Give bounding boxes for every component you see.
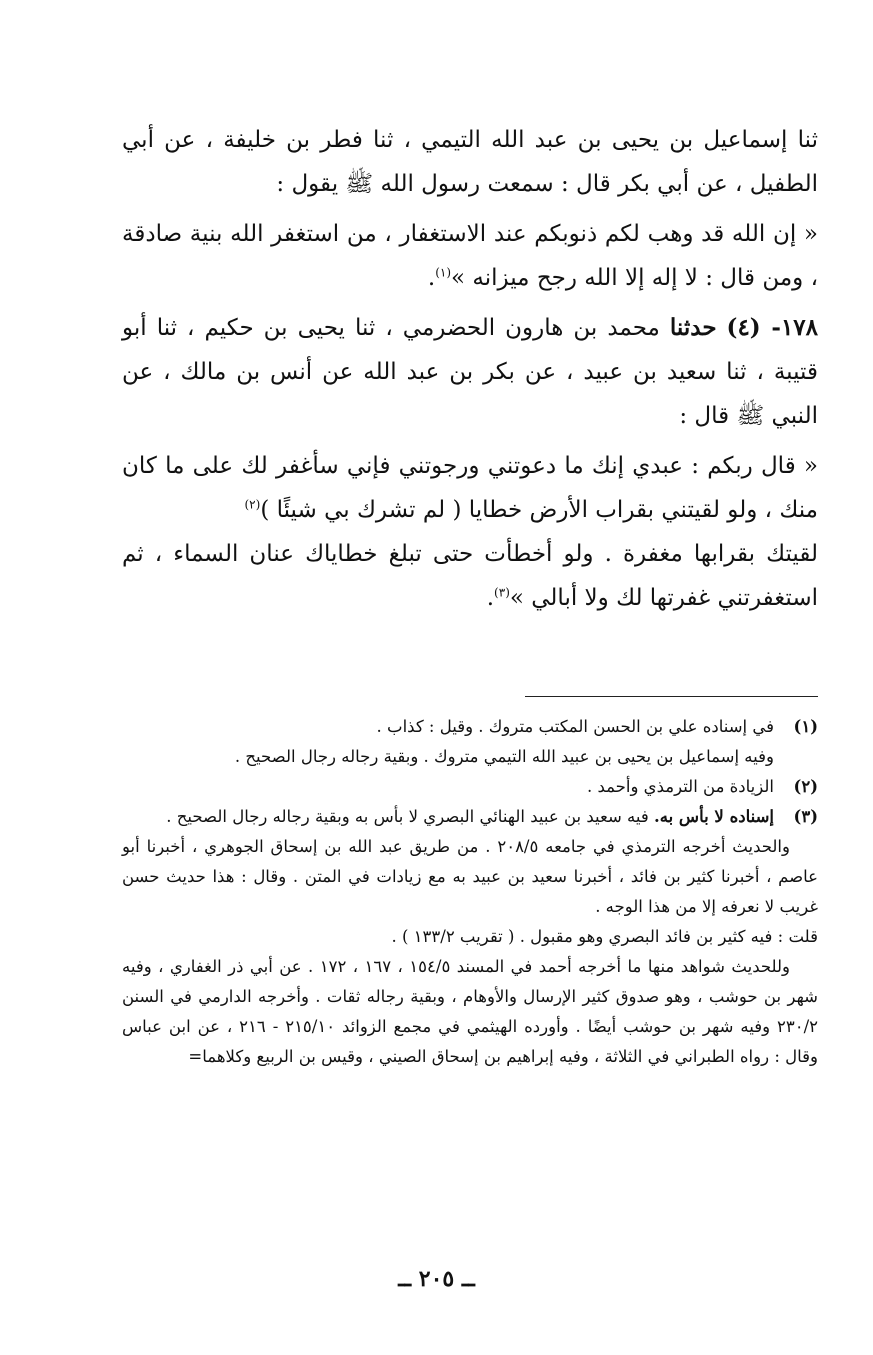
footnote-separator [525, 696, 818, 697]
footnote-2 [122, 772, 818, 802]
paragraph-5: لقيتك بقرابها مغفرة . ولو أخطأت حتى تبلغ خطاياك عنان السماء ، ثم استغفرتني غفرتها لك ولا أبالي »$^{(٣)}$. [122, 541, 818, 611]
hadith-opening: حدثنا [669, 314, 717, 341]
footnote-3-paragraph-1: والحديث أخرجه الترمذي في جامعه ٢٠٨/٥ . من طريق عبد الله بن إسحاق الجوهري ، أخبرنا أبو عاصم ، أخبرنا كثير بن فائد ، أخبرنا سعيد بن عبيد به مع زيادات في المتن . وقال : هذا حديث حسن غريب لا نعرفه إلا من هذا الوجه . [122, 837, 818, 916]
footnote-ref-3[interactable]: (٣) [494, 585, 510, 600]
footnote-3-paragraph-2: قلت : فيه كثير بن فائد البصري وهو مقبول . ( تقريب ١٣٣/٢ ) . [391, 927, 818, 946]
footnote-1-number: (١) [793, 717, 818, 736]
footnote-3-text: فيه سعيد بن عبيد الهنائي البصري لا بأس به وبقية رجاله رجال الصحيح . [166, 807, 649, 826]
footnotes [122, 712, 818, 1072]
paragraph-2-text: « إن الله قد وهب لكم ذنوبكم عند الاستغفار ، من استغفر الله بنية صادقة ، ومن قال : لا إله إلا الله رجح ميزانه » [122, 221, 818, 291]
footnote-3-paragraph-3: وللحديث شواهد منها ما أخرجه أحمد في المسند ١٥٤/٥ ، ١٦٧ ، ١٧٢ . عن أبي ذر الغفاري ، وفيه شهر بن حوشب ، وهو صدوق كثير الإرسال والأوهام ، وبقية رجاله ثقات . وأخرجه الدارمي في السنن ٢٣٠/٢ وفيه شهر بن حوشب أيضًا . وأورده الهيثمي في مجمع الزوائد ٢١٥/١٠ - ٢١٦ ، عن ابن عباس وقال : رواه الطبراني في الثلاثة ، وفيه إبراهيم بن إسحاق الصيني ، وقيس بن الربيع وكلاهما= [122, 957, 818, 1066]
footnote-ref-2[interactable]: (٢) [244, 497, 261, 512]
footnote-ref-1[interactable]: (١) [435, 265, 452, 280]
footnote-1-continuation: وفيه إسماعيل بن يحيى بن عبيد الله التيمي متروك . وبقية رجاله رجال الصحيح . [234, 747, 774, 766]
paragraph-4-text: « قال ربكم : عبدي إنك ما دعوتني ورجوتني فإني سأغفر لك على ما كان منك ، ولو لقيتني بقراب الأرض خطايا ( لم تشرك بي شيئًا ) [122, 453, 818, 523]
paragraph-2: « إن الله قد وهب لكم ذنوبكم عند الاستغفار ، من استغفر الله بنية صادقة ، ومن قال : لا إله إلا الله رجح ميزانه »$^{(١)}$. [122, 221, 818, 291]
footnote-3-body [122, 802, 774, 832]
hadith-number: ١٧٨- (٤) [726, 314, 818, 341]
paragraph-3-text: محمد بن هارون الحضرمي ، ثنا يحيى بن حكيم ، ثنا أبو قتيبة ، ثنا سعيد بن عبيد ، عن بكر بن عبد الله عن أنس بن مالك ، عن النبي ﷺ قال : [122, 315, 818, 429]
footnote-2-number: (٢) [793, 777, 818, 796]
main-text [122, 118, 818, 626]
paragraph-5-text: لقيتك بقرابها مغفرة . ولو أخطأت حتى تبلغ خطاياك عنان السماء ، ثم استغفرتني غفرتها لك ولا أبالي » [122, 541, 818, 611]
footnote-3-verdict: إسناده لا بأس به. [654, 807, 774, 826]
footnote-2-text: الزيادة من الترمذي وأحمد . [586, 777, 774, 796]
paragraph-3 [122, 306, 818, 438]
page-number: ــ ٢٠٥ ــ [398, 1266, 475, 1292]
footnote-3 [122, 802, 818, 832]
footnote-1 [122, 712, 818, 742]
footnote-3-number: (٣) [793, 807, 818, 826]
paragraph-4 [122, 444, 818, 532]
paragraph-1-text: ثنا إسماعيل بن يحيى بن عبد الله التيمي ، ثنا فطر بن خليفة ، عن أبي الطفيل ، عن أبي بكر قال : سمعت رسول الله ﷺ يقول : [122, 127, 818, 197]
paragraph-1 [122, 118, 818, 206]
footnote-1-text: في إسناده علي بن الحسن المكتب متروك . وقيل : كذاب . [376, 717, 774, 736]
